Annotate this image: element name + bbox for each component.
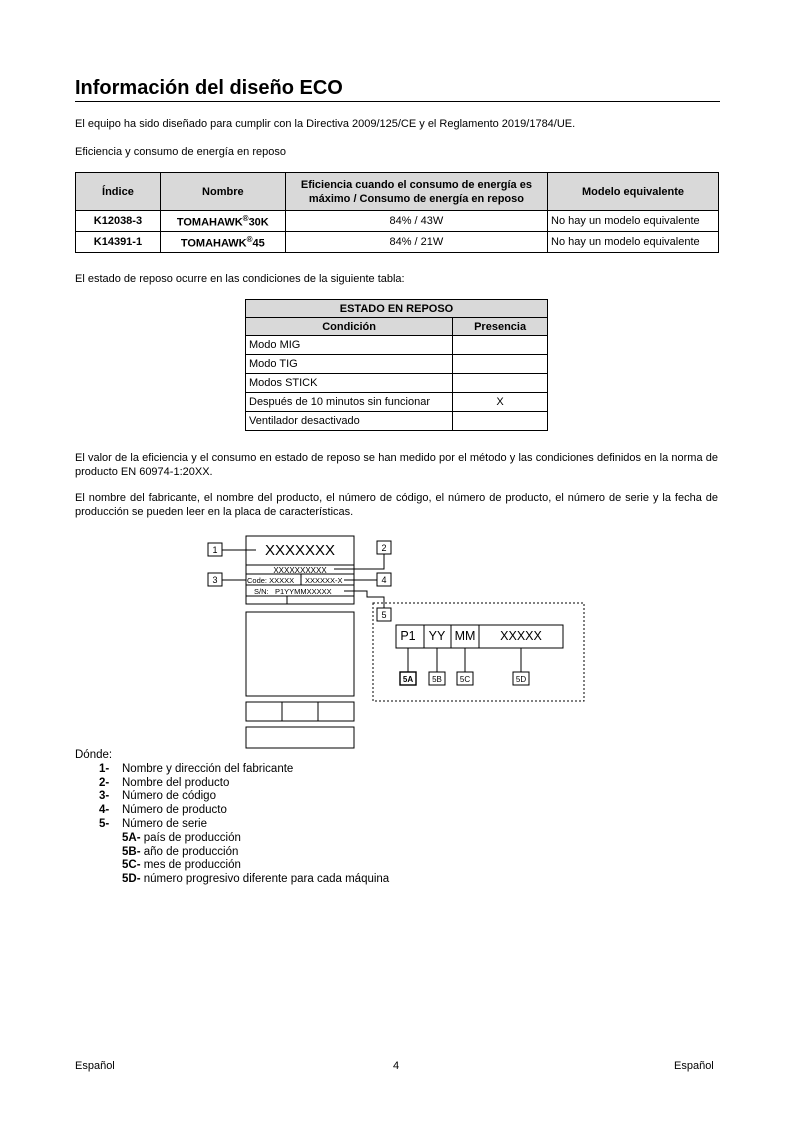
- cell-index: K12038-3: [76, 211, 161, 232]
- efficiency-caption: Eficiencia y consumo de energía en reposo: [75, 146, 286, 158]
- nameplate-diagram: [0, 530, 793, 755]
- serial-text: P1YYMMXXXXX: [275, 587, 332, 596]
- intro-text: El equipo ha sido diseñado para cumplir con la Directiva 2009/125/CE y el Reglamento 2019/1784/UE.: [75, 118, 576, 130]
- cell-efficiency: 84% / 43W: [285, 211, 547, 232]
- nameplate-note: El nombre del fabricante, el nombre del producto, el número de código, el número de producto, el número de serie y la fecha de producción se pueden leer en la placa de características.: [75, 492, 718, 518]
- page-number: 4: [393, 1060, 400, 1072]
- serial-label-text: S/N:: [254, 587, 269, 596]
- header-name: Nombre: [160, 173, 285, 211]
- manufacturer-text: XXXXXXX: [264, 542, 336, 559]
- list-item: 5C- mes de producción: [122, 859, 241, 872]
- serial-part-5a: P1: [400, 629, 416, 643]
- list-item: 5B- año de producción: [122, 845, 239, 858]
- table-row: [246, 374, 548, 393]
- callout-2: 2: [381, 543, 387, 553]
- serial-detail-frame: [373, 603, 584, 701]
- standby-table: [245, 299, 548, 431]
- table-row: [76, 232, 719, 253]
- table-row: [246, 412, 548, 431]
- cell-index: K14391-1: [76, 232, 161, 253]
- nameplate-field-row: [246, 702, 354, 721]
- cell-condition: Modo MIG: [246, 336, 453, 355]
- cell-presence: X: [453, 393, 548, 412]
- product-text: XXXXXXXXXX: [273, 566, 327, 575]
- footer-language-left: Español: [75, 1060, 115, 1072]
- list-item: 4- Número de producto: [99, 804, 227, 817]
- table-row: [76, 211, 719, 232]
- label-5c: 5C: [459, 675, 471, 684]
- callout-4: 4: [381, 575, 387, 585]
- product-number-text: XXXXXX-X: [305, 576, 343, 585]
- callout-1: 1: [212, 545, 218, 555]
- table-row: [246, 393, 548, 412]
- legend-heading: Dónde:: [75, 749, 113, 761]
- code-text: Code: XXXXX: [247, 576, 295, 585]
- serial-part-5d: XXXXX: [500, 629, 542, 643]
- page-title: Información del diseño ECO: [75, 76, 720, 102]
- efficiency-table: [75, 172, 719, 253]
- cell-name: TOMAHAWK®30K: [160, 211, 285, 232]
- list-item: 1- Nombre y dirección del fabricante: [99, 762, 294, 775]
- standby-title: ESTADO EN REPOSO: [246, 300, 548, 318]
- nameplate-body-box: [246, 612, 354, 696]
- serial-part-5c: MM: [454, 629, 476, 643]
- callout-3: 3: [212, 575, 218, 585]
- list-item: 2- Nombre del producto: [99, 776, 230, 789]
- leader-line: [344, 591, 384, 608]
- measurement-note: El valor de la eficiencia y el consumo en estado de reposo se han medido por el método y las condiciones definidos en la norma de producto EN 60974-1:20XX.: [75, 452, 718, 478]
- footer-language-right: Español: [674, 1060, 714, 1072]
- legend: [75, 749, 389, 887]
- header-presence: Presencia: [453, 318, 548, 336]
- header-equivalent: Modelo equivalente: [548, 173, 719, 211]
- cell-name: TOMAHAWK®45: [160, 232, 285, 253]
- list-item: 5A- país de producción: [122, 831, 241, 844]
- cell-presence: [453, 374, 548, 393]
- callout-5: 5: [381, 610, 387, 620]
- list-item: 5- Número de serie: [99, 817, 208, 830]
- list-item: 3- Número de código: [99, 790, 216, 803]
- cell-condition: Modo TIG: [246, 355, 453, 374]
- cell-condition: Después de 10 minutos sin funcionar: [246, 393, 453, 412]
- header-efficiency: Eficiencia cuando el consumo de energía es máximo / Consumo de energía en reposo: [285, 173, 547, 211]
- cell-presence: [453, 412, 548, 431]
- label-5b: 5B: [432, 675, 442, 684]
- cell-efficiency: 84% / 21W: [285, 232, 547, 253]
- label-5a: 5A: [402, 675, 414, 684]
- table-row: [246, 355, 548, 374]
- cell-equivalent: No hay un modelo equivalente: [548, 232, 719, 253]
- table-row: [246, 336, 548, 355]
- header-condition: Condición: [246, 318, 453, 336]
- nameplate-bottom-box: [246, 727, 354, 748]
- table-header-row: [76, 173, 719, 211]
- standby-caption: El estado de reposo ocurre en las condiciones de la siguiente tabla:: [75, 273, 405, 285]
- cell-presence: [453, 336, 548, 355]
- cell-condition: Modos STICK: [246, 374, 453, 393]
- cell-condition: Ventilador desactivado: [246, 412, 453, 431]
- serial-part-5b: YY: [428, 629, 446, 643]
- leader-line: [334, 554, 384, 569]
- label-5d: 5D: [515, 675, 527, 684]
- header-index: Índice: [76, 173, 161, 211]
- cell-equivalent: No hay un modelo equivalente: [548, 211, 719, 232]
- list-item: 5D- número progresivo diferente para cada máquina: [122, 873, 390, 886]
- cell-presence: [453, 355, 548, 374]
